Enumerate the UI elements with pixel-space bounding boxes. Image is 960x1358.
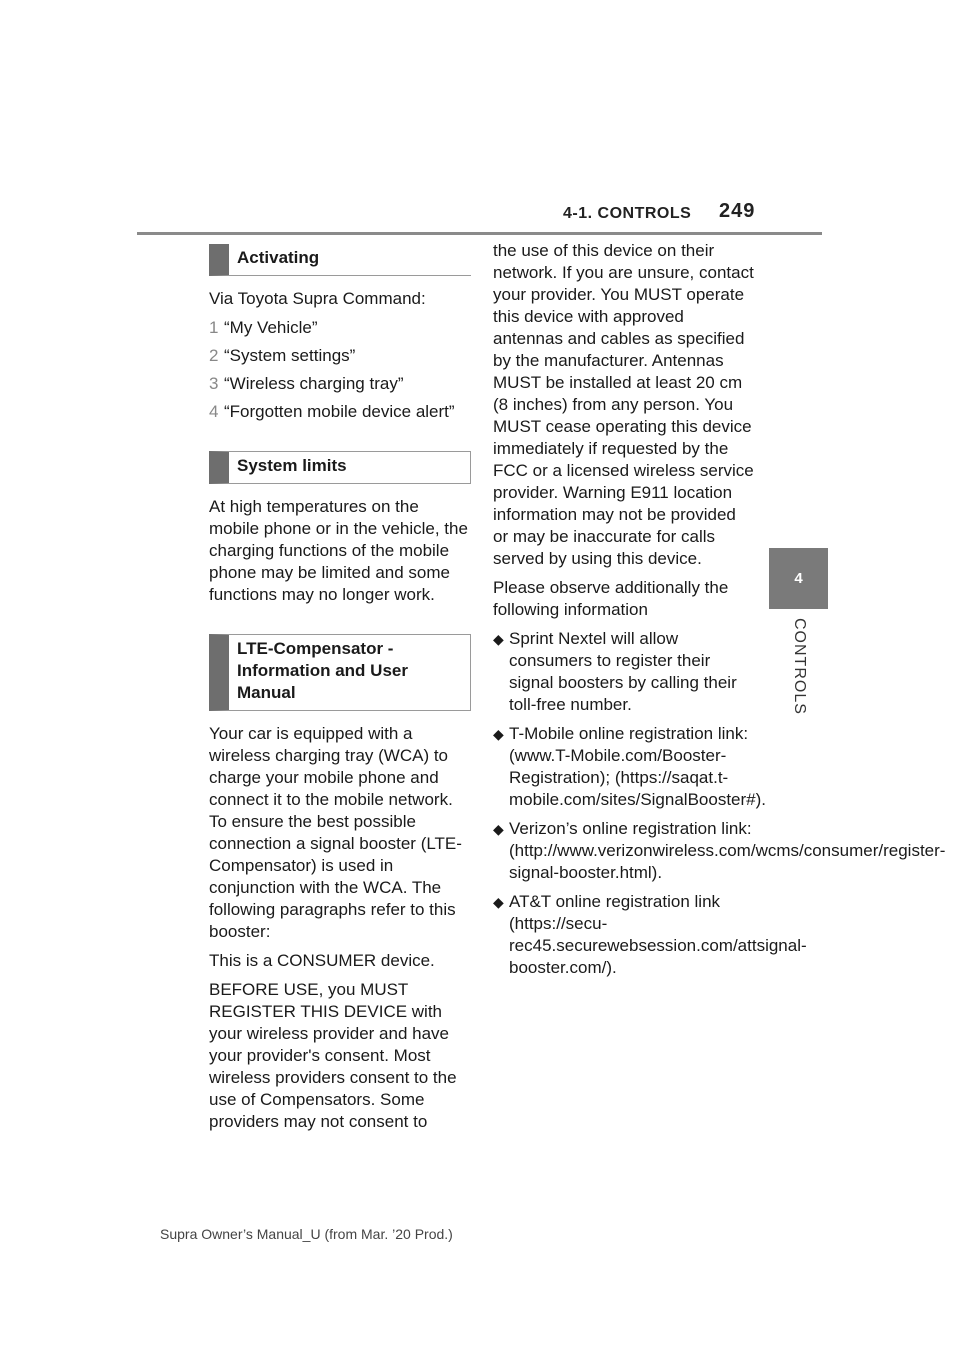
chapter-number: 4 bbox=[794, 570, 803, 587]
chapter-label: CONTROLS bbox=[791, 618, 808, 715]
step-item bbox=[209, 373, 471, 395]
diamond-bullet-icon: ◆ bbox=[493, 726, 504, 742]
list-item bbox=[493, 723, 767, 811]
diamond-bullet-icon: ◆ bbox=[493, 894, 504, 910]
list-item-text: T-Mobile online registration link: (www.T-Mobile.com/Booster-Registration); (https://saqat.t-mobile.com/sites/SignalBooster#). bbox=[509, 724, 767, 809]
step-number: 3 bbox=[209, 374, 219, 393]
list-item bbox=[493, 628, 755, 716]
lte-paragraph-1: Your car is equipped with a wireless charging tray (WCA) to charge your mobile phone and connect it to the mobile network. To ensure the best possible connection a signal booster (LTE-Compensator) is used in conjunction with the WCA. The following paragraphs refer to this booster: bbox=[209, 724, 462, 941]
lte-paragraph-4: Please observe additionally the following information bbox=[493, 578, 729, 619]
lte-paragraph-3: BEFORE USE, you MUST REGISTER THIS DEVICE with your wireless provider and have your provider's consent. Most wireless providers consent to the use of Compensators. Some providers may not consent to bbox=[209, 980, 457, 1131]
lte-paragraph-2: This is a CONSUMER device. bbox=[209, 951, 435, 970]
step-number: 1 bbox=[209, 318, 219, 337]
page-number: 249 bbox=[719, 200, 756, 222]
list-item-text: Verizon’s online registration link: (http://www.verizonwireless.com/wcms/consumer/register-signal-booster.html). bbox=[509, 819, 946, 882]
step-item bbox=[209, 345, 471, 367]
system-limits-heading: System limits bbox=[209, 451, 471, 484]
footer-text: Supra Owner’s Manual_U (from Mar. ’20 Prod.) bbox=[160, 1226, 453, 1242]
left-column bbox=[209, 244, 471, 1140]
step-text: “My Vehicle” bbox=[224, 318, 318, 337]
list-item-text: AT&T online registration link (https://secu-rec45.securewebsession.com/attsignal-booster.com/). bbox=[509, 892, 807, 977]
step-item bbox=[209, 401, 471, 423]
section-title: 4-1. CONTROLS bbox=[563, 205, 692, 222]
header-divider bbox=[137, 232, 822, 235]
chapter-tab bbox=[769, 548, 828, 609]
step-number: 2 bbox=[209, 346, 219, 365]
step-text: “Wireless charging tray” bbox=[224, 374, 404, 393]
list-item bbox=[493, 818, 946, 884]
list-item-text: Sprint Nextel will allow consumers to register their signal boosters by calling their toll-free number. bbox=[509, 629, 737, 714]
step-text: “System settings” bbox=[224, 346, 356, 365]
step-number: 4 bbox=[209, 402, 219, 421]
activating-intro: Via Toyota Supra Command: bbox=[209, 289, 426, 308]
step-item bbox=[209, 317, 471, 339]
list-item bbox=[493, 891, 807, 979]
activating-heading: Activating bbox=[209, 244, 471, 276]
lte-heading: LTE-Compensator - Information and User Manual bbox=[209, 634, 471, 711]
diamond-bullet-icon: ◆ bbox=[493, 631, 504, 647]
system-limits-body: At high temperatures on the mobile phone or in the vehicle, the charging functions of the mobile phone may be limited and some functions may no longer work. bbox=[209, 497, 468, 604]
lte-paragraph-3-continued: the use of this device on their network. If you are unsure, contact your provider. You MUST operate this device with approved antennas and cables as specified by the manufacturer. Antennas MUST be installed at least 20 cm (8 inches) from any person. You MUST cease operating this device immediately if requested by the FCC or a licensed wireless service provider. Warning E911 location information may not be provided or may be inaccurate for calls served by using this device. bbox=[493, 241, 754, 568]
step-text: “Forgotten mobile device alert” bbox=[224, 402, 455, 421]
diamond-bullet-icon: ◆ bbox=[493, 821, 504, 837]
